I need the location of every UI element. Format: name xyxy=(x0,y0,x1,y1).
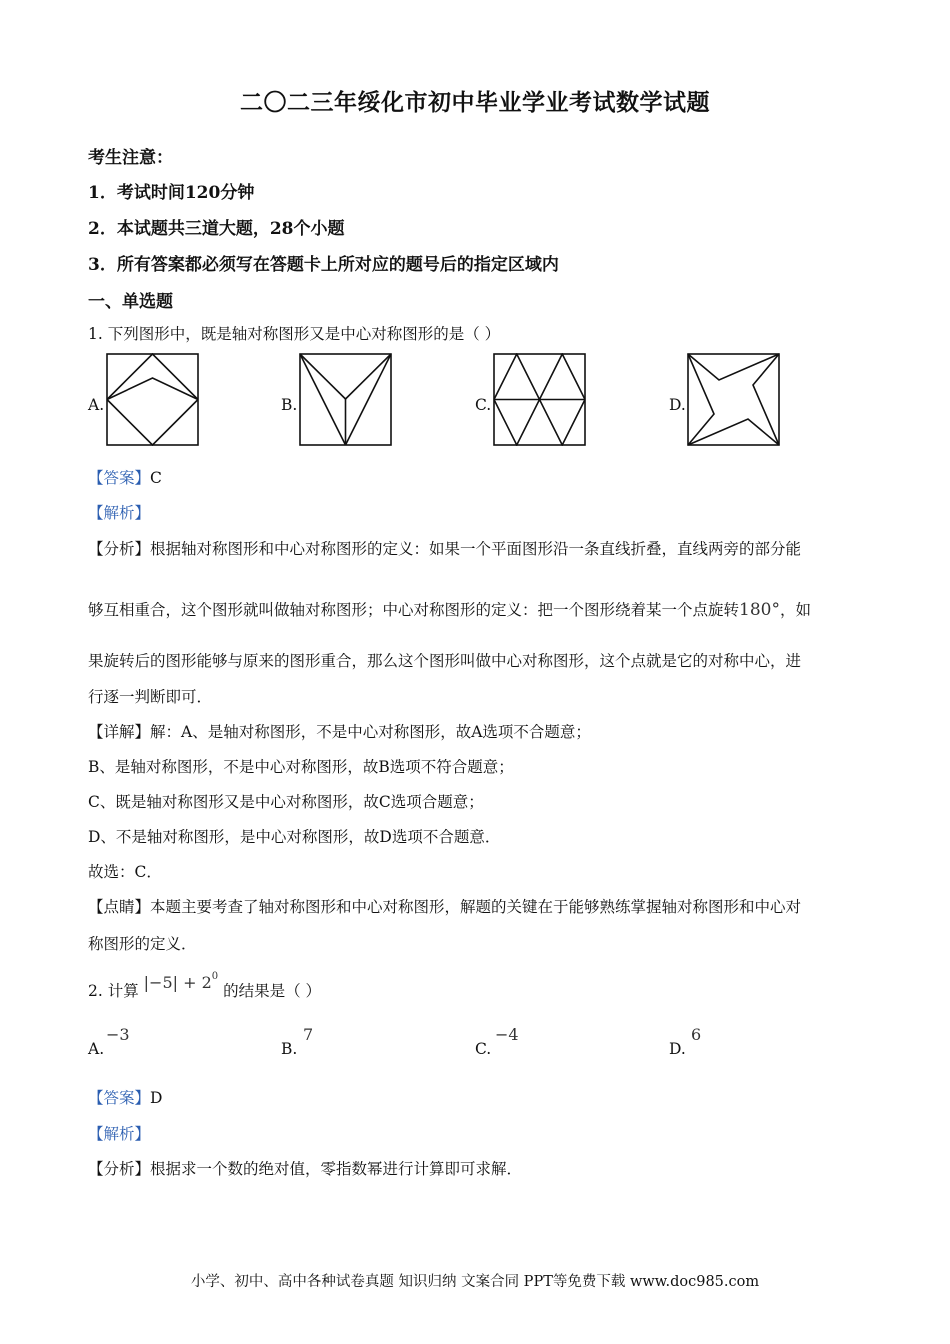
q2-stem-end: 的结果是（ ） xyxy=(223,982,322,1000)
q1-detail-line-5: 故选：C． xyxy=(88,863,162,881)
q2-analysis-tag: 【解析】 xyxy=(88,1125,151,1143)
notice-item-3: 3．所有答案都必须写在答题卡上所对应的题号后的指定区域内 xyxy=(88,255,559,275)
q1-detail-line-2: B、是轴对称图形，不是中心对称图形，故B选项不符合题意； xyxy=(88,758,514,776)
q1-option-d-label: D. xyxy=(669,396,686,414)
q1-fenxi-line-1: 根据轴对称图形和中心对称图形的定义：如果一个平面图形沿一条直线折叠，直线两旁的部分能 xyxy=(150,540,802,558)
q1-figure-d xyxy=(687,353,781,446)
q1-fenxi-line-3: 果旋转后的图形能够与原来的图形重合，那么这个图形叫做中心对称图形，这个点就是它的对称中心，进 xyxy=(88,652,802,670)
q2-expr-abs: |−5| xyxy=(143,973,179,992)
q1-comment-line-1: 本题主要考查了轴对称图形和中心对称图形，解题的关键在于能够熟练掌握轴对称图形和中心对 xyxy=(150,898,802,916)
page-footer: 小学、初中、高中各种试卷真题 知识归纳 文案合同 PPT等免费下载 www.doc985.com xyxy=(190,1274,760,1290)
q1-option-c-label: C. xyxy=(475,396,492,414)
q1-detail-line-1: 解：A、是轴对称图形，不是中心对称图形，故A选项不合题意； xyxy=(150,723,591,741)
q1-fenxi-line-2-end: ，如 xyxy=(779,601,811,619)
q2-answer: D xyxy=(150,1089,163,1107)
q1-analysis-tag: 【解析】 xyxy=(88,504,151,522)
q1-option-a-label: A. xyxy=(88,396,105,414)
q2-fenxi: 根据求一个数的绝对值，零指数幂进行计算即可求解． xyxy=(150,1160,523,1178)
q1-fenxi-line-4: 行逐一判断即可． xyxy=(88,688,213,706)
q1-detail-line-3: C、既是轴对称图形又是中心对称图形，故C选项合题意； xyxy=(88,793,484,811)
q2-expr-exponent: 0 xyxy=(211,971,219,982)
q2-option-d-value: 6 xyxy=(691,1025,702,1044)
q1-fenxi-line-2: 够互相重合，这个图形就叫做轴对称图形；中心对称图形的定义：把一个图形绕着某一个点旋转 xyxy=(88,601,740,619)
section-heading: 一、单选题 xyxy=(88,292,173,312)
q1-fenxi-tag: 【分析】 xyxy=(88,540,151,558)
q1-figure-c xyxy=(493,353,587,446)
q1-answer: C xyxy=(150,469,162,487)
q2-option-c-value: −4 xyxy=(495,1025,519,1044)
q1-stem: 1. 下列图形中，既是轴对称图形又是中心对称图形的是（ ） xyxy=(88,325,501,343)
notice-heading: 考生注意： xyxy=(88,148,173,168)
q1-figure-b xyxy=(299,353,393,446)
q2-option-b-value: 7 xyxy=(303,1025,314,1044)
q1-option-b-label: B. xyxy=(281,396,298,414)
q1-answer-tag: 【答案】 xyxy=(88,469,151,487)
q2-option-c-label: C. xyxy=(475,1040,492,1058)
q2-stem-start: 2. 计算 xyxy=(88,982,139,1000)
notice-item-2: 2．本试题共三道大题，28个小题 xyxy=(88,219,345,239)
q1-fenxi-angle: 180° xyxy=(739,600,780,620)
notice-item-1: 1．考试时间120分钟 xyxy=(88,183,255,203)
q2-answer-tag: 【答案】 xyxy=(88,1089,151,1107)
page-title: 二〇二三年绥化市初中毕业学业考试数学试题 xyxy=(240,89,710,116)
q1-detail-tag: 【详解】 xyxy=(88,723,151,741)
q2-fenxi-tag: 【分析】 xyxy=(88,1160,151,1178)
q2-expr-plus: + 2 xyxy=(178,973,212,992)
q2-option-b-label: B. xyxy=(281,1040,298,1058)
q2-option-d-label: D. xyxy=(669,1040,686,1058)
q1-comment-tag: 【点睛】 xyxy=(88,898,151,916)
q1-figure-a xyxy=(106,353,200,446)
q1-detail-line-4: D、不是轴对称图形，是中心对称图形，故D选项不合题意． xyxy=(88,828,501,846)
q2-expression xyxy=(144,973,219,992)
q2-option-a-label: A. xyxy=(88,1040,105,1058)
q2-option-a-value: −3 xyxy=(106,1025,130,1044)
q1-comment-line-2: 称图形的定义． xyxy=(88,935,197,953)
